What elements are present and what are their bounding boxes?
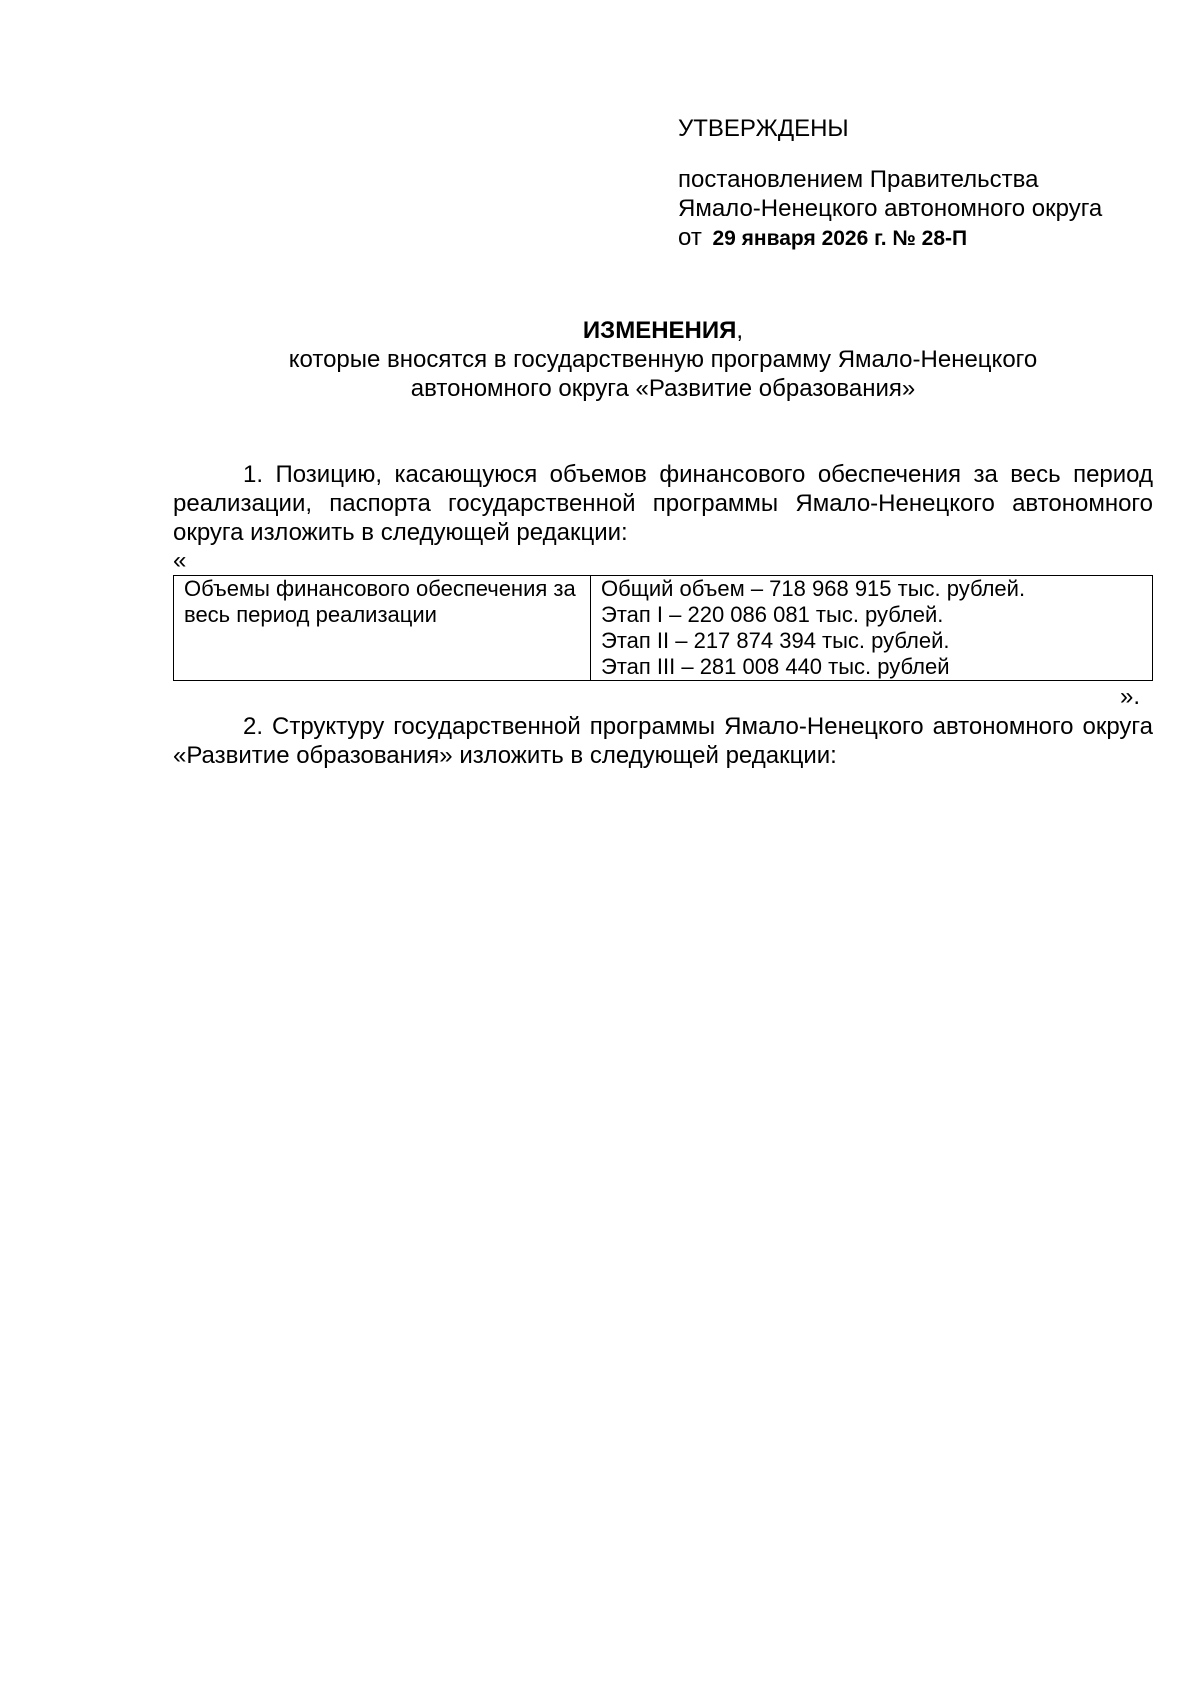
quote-open: « [173, 547, 187, 574]
approval-date: 29 января 2026 г. № 28-П [712, 227, 968, 250]
paragraph-2: 2. Структуру государственной программы Ямало-Ненецкого автономного округа «Развитие образования» изложить в следующей редакции: [173, 713, 1153, 769]
financing-stage-1: Этап I – 220 086 081 тыс. рублей. [601, 602, 944, 627]
title-subtitle-line-1: которые вносятся в государственную программу Ямало-Ненецкого [288, 346, 1038, 373]
table-row [174, 576, 1153, 681]
approval-date-prefix: от [678, 224, 702, 251]
approval-date-line [678, 223, 1158, 253]
financing-label-cell: Объемы финансового обеспечения за весь период реализации [174, 576, 591, 681]
title-heading: ИЗМЕНЕНИЯ [582, 317, 737, 344]
financing-total: Общий объем – 718 968 915 тыс. рублей. [601, 576, 1026, 601]
paragraph-1-container [173, 460, 1153, 547]
financing-stage-3: Этап III – 281 008 440 тыс. рублей [601, 654, 950, 679]
paragraph-1: 1. Позицию, касающуюся объемов финансового обеспечения за весь период реализации, паспорта государственной программы Ямало-Ненецкого автономного округа изложить в следующей редакции: [173, 461, 1153, 546]
financing-values-cell [591, 576, 1153, 681]
title-heading-suffix: , [736, 317, 744, 344]
approval-heading: УТВЕРЖДЕНЫ [678, 115, 849, 142]
paragraph-2-container [173, 712, 1153, 770]
financing-stage-2: Этап II – 217 874 394 тыс. рублей. [601, 628, 950, 653]
title-subtitle-line-2: автономного округа «Развитие образования» [410, 375, 916, 402]
approval-line-2: Ямало-Ненецкого автономного округа [678, 195, 1103, 222]
document-title [173, 316, 1153, 345]
financing-table [173, 575, 1153, 681]
approval-block [678, 114, 1158, 253]
approval-line-1: постановлением Правительства [678, 166, 1039, 193]
document-title-block [173, 316, 1153, 403]
quote-close: ». [1120, 683, 1141, 710]
